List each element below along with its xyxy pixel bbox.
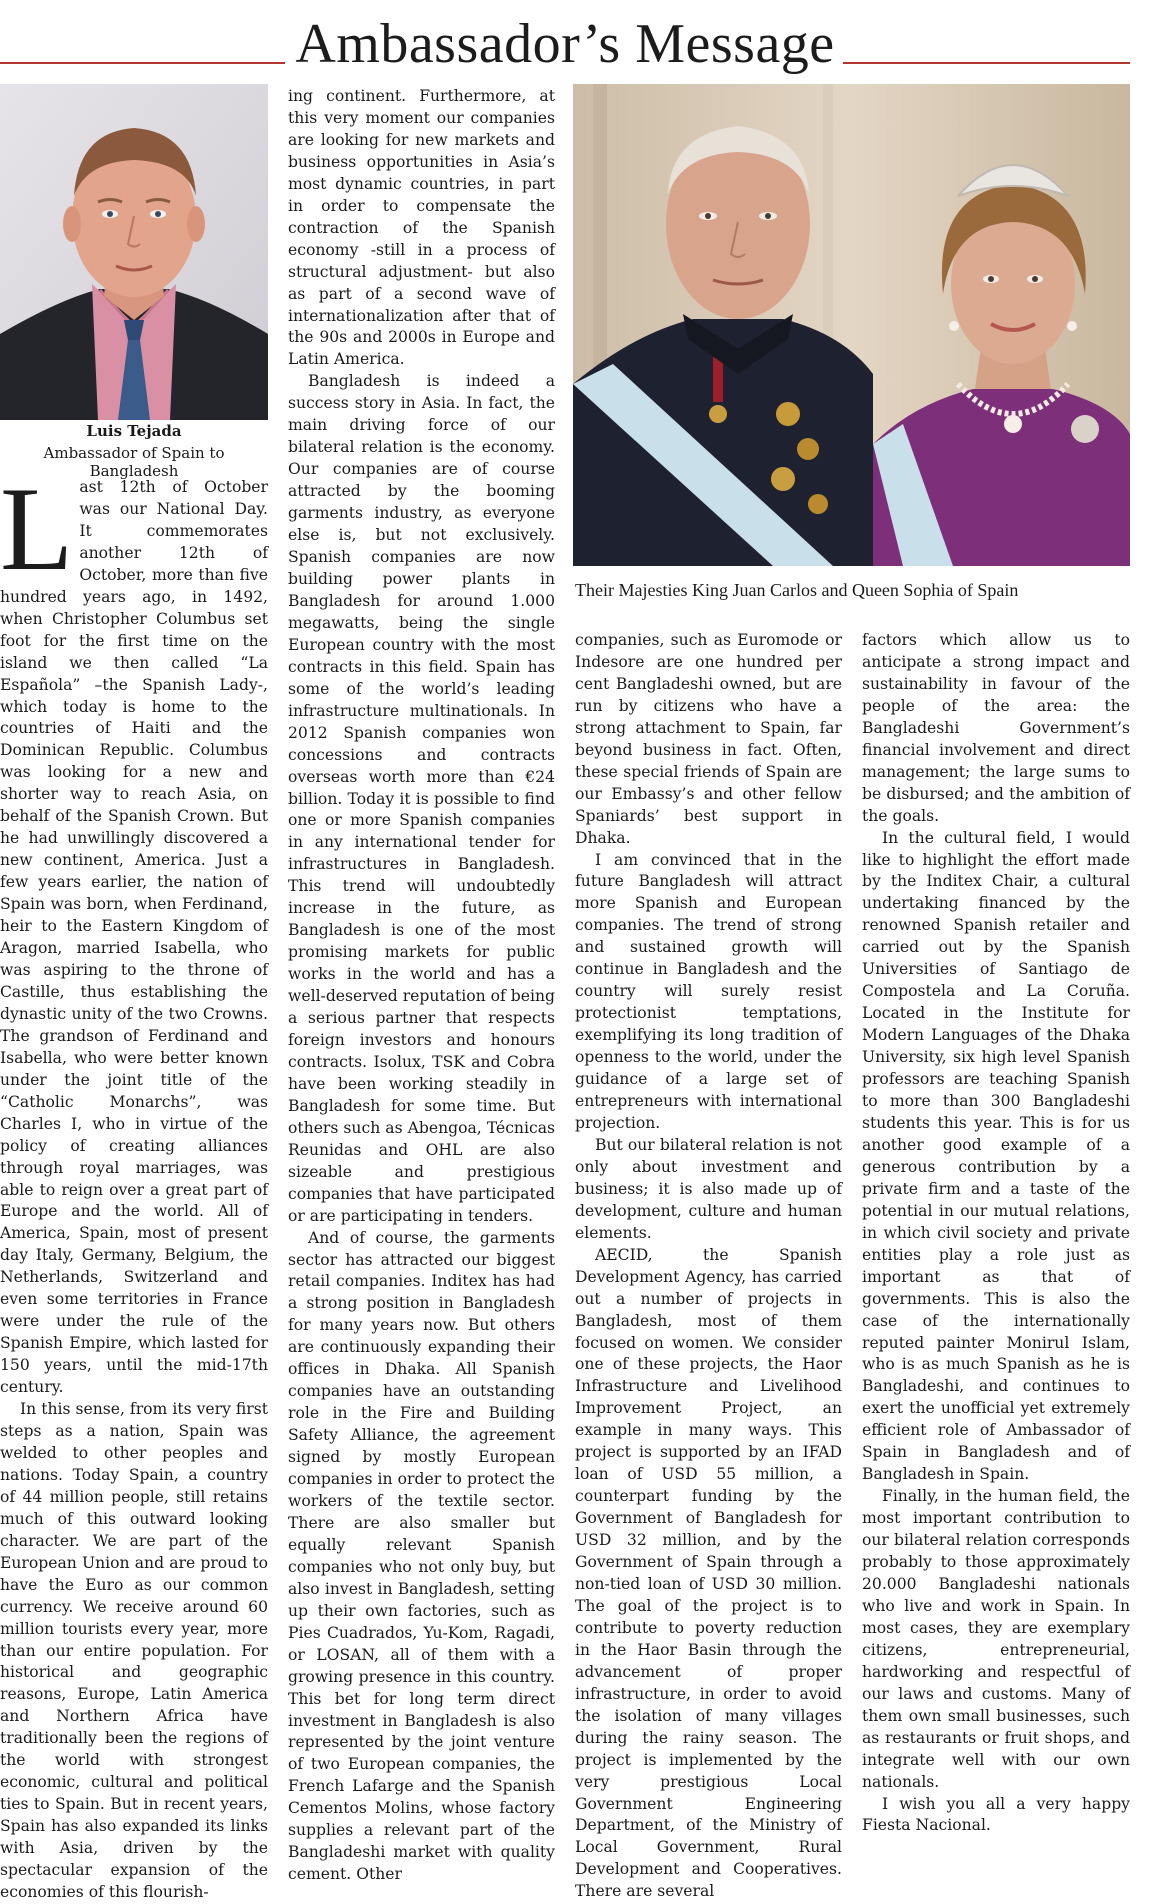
paragraph: ing continent. Furthermore, at this very moment our companies are looking for new markets and business opportunities in Asia’s most dynamic countries, in part in order to compensate the contraction of the Spanish economy -still in a process of structural adjustment- but also as part of a second wave of internationalization after that of the 90s and 2000s in Europe and Latin America.	[288, 87, 555, 369]
paragraph: companies, such as Euromode or Indesore are one hundred per cent Bangladeshi owned, but are run by citizens who have a strong attachment to Spain, far beyond business in fact. Often, these special friends of Spain are our Embassy’s and other fellow Spaniards’ best support in Dhaka.	[575, 631, 842, 847]
paragraph: But our bilateral relation is not only about investment and business; it is also made up of development, culture and human elements.	[575, 1135, 842, 1242]
paragraph: In the cultural field, I would like to highlight the effort made by the Inditex Chair, a cultural undertaking financed by the renowned Spanish retailer and carried out by the Spanish Universities of Santiago de Compostela and La Coruña. Located in the Institute for Modern Languages of the Dhaka University, six high level Spanish professors are teaching Spanish to more than 300 Bangladeshi students this year. This is for us another good example of a generous contribution by a private firm and a taste of the potential in our mutual relations, in which civil society and private entities play a role just as important as that of governments. This is also the case of the internationally reputed painter Monirul Islam, who is as much Spanish as he is Bangladeshi, and continues to exert the unofficial yet extremely efficient role of Ambassador of Spain in Bangladesh and of Bangladesh in Spain.	[862, 828, 1130, 1484]
article-column-3	[575, 630, 842, 1903]
paragraph: factors which allow us to anticipate a strong impact and sustainability in favour of the people of the area: the Bangladeshi Government’s financial involvement and direct management; the large sums to be disbursed; and the ambition of the goals.	[862, 631, 1130, 825]
paragraph: Finally, in the human field, the most important contribution to our bilateral relation corresponds probably to those approximately 20.000 Bangladeshi nationals who live and work in Spain. In most cases, they are exemplary citizens, entrepreneurial, hardworking and respectful of our laws and customs. Many of them own small businesses, such as restaurants or fruit shops, and integrate well with our own nationals.	[862, 1487, 1130, 1791]
ambassador-portrait	[0, 84, 268, 420]
header-rule-right	[843, 62, 1130, 64]
paragraph: Bangladesh is indeed a success story in Asia. In fact, the main driving force of our bilateral relation is the economy. Our companies are of course attracted by the booming garments industry, as everyone else is, but not exclusively. Spanish companies are now building power plants in Bangladesh for around 1.000 megawatts, being the single European country with the most contracts in this field. Spain has some of the world’s leading infrastructure multinationals. In 2012 Spanish companies won concessions and contracts overseas worth more than €24 billion. Today it is possible to find one or more Spanish companies in any international tender for infrastructures in Bangladesh. This trend will undoubtedly increase in the future, as Bangladesh is one of the most promising markets for public works in the world and has a well-deserved reputation of being a serious partner that respects foreign investors and honours contracts. Isolux, TSK and Cobra have been working steadily in Bangladesh for some time. But others such as Abengoa, Técnicas Reunidas and OHL are also sizeable and prestigious companies that have participated or are participating in tenders.	[288, 372, 555, 1225]
article-column-2	[288, 86, 555, 1886]
royal-couple-photo	[573, 84, 1130, 566]
drop-cap: L	[0, 462, 74, 595]
header-rule-left	[0, 62, 285, 64]
paragraph: I am convinced that in the future Bangladesh will attract more Spanish and European companies. The trend of strong and sustained growth will continue in Bangladesh and the country will surely resist protectionist temptations, exemplifying its long tradition of openness to the world, under the guidance of a large set of entrepreneurs with international projection.	[575, 850, 842, 1132]
photo-caption: Their Majesties King Juan Carlos and Queen Sophia of Spain	[575, 580, 1019, 600]
page-title: Ambassador’s Message	[295, 13, 835, 75]
paragraph: I wish you all a very happy Fiesta Nacional.	[862, 1794, 1130, 1835]
article-column-4	[862, 630, 1130, 1837]
author-role: Ambassador of Spain to Bangladesh	[43, 444, 225, 480]
paragraph: AECID, the Spanish Development Agency, has carried out a number of projects in Bangladesh, most of them focused on women. We consider one of these projects, the Haor Infrastructure and Livelihood Improvement Project, an example in many ways. This project is supported by an IFAD loan of USD 55 million, a counterpart funding by the Government of Bangladesh for USD 32 million, and by the Government of Spain through a non-tied loan of USD 30 million. The goal of the project is to contribute to poverty reduction in the Haor Basin through the advancement of proper infrastructure, in order to avoid the isolation of many villages during the rainy season. The project is implemented by the very prestigious Local Government Engineering Department, of the Ministry of Local Government, Rural Development and Cooperatives. There are several	[575, 1245, 842, 1901]
paragraph: ast 12th of October was our National Day. It commemorates another 12th of October, more than five hundred years ago, in 1492, when Christopher Columbus set foot for the first time on the island we then called “La Española” –the Spanish Lady-, which today is home to the countries of Haiti and the Dominican Republic. Columbus was looking for a new and shorter way to reach Asia, on behalf of the Spanish Crown. But he had unwillingly discovered a new continent, America. Just a few years earlier, the nation of Spain was born, when Ferdinand, heir to the Eastern Kingdom of Aragon, married Isabella, who was aspiring to the throne of Castille, thus establishing the dynastic unity of the two Crowns. The grandson of Ferdinand and Isabella, who were better known under the joint title of the “Catholic Monarchs”, was Charles I, who in virtue of the policy of creating alliances through royal marriages, was able to reign over a great part of Europe and the world. All of America, Spain, most of present day Italy, Germany, Belgium, the Netherlands, Switzerland and even some territories in France were under the rule of the Spanish Empire, which lasted for 150 years, until the mid-17th century.	[0, 478, 268, 1397]
paragraph: In this sense, from its very first steps as a nation, Spain was welded to other peoples and nations. Today Spain, a country of 44 million people, still retains much of this outward looking character. We are part of the European Union and are proud to have the Euro as our common currency. We receive around 60 million tourists every year, more than our entire population. For historical and geographic reasons, Europe, Latin America and Northern Africa have traditionally been the regions of the world with strongest economic, cultural and political ties to Spain. But in recent years, Spain has also expanded its links with Asia, driven by the spectacular expansion of the economies of this flourish-	[0, 1400, 268, 1901]
paragraph: And of course, the garments sector has attracted our biggest retail companies. Inditex has had a strong position in Bangladesh for many years now. But others are continuously expanding their offices in Dhaka. All Spanish companies have an outstanding role in the Fire and Building Safety Alliance, the agreement signed by mostly European companies in order to protect the workers of the textile sector. There are also smaller but equally relevant Spanish companies who not only buy, but also invest in Bangladesh, setting up their own factories, such as Pies Cuadrados, Yu-Kom, Ragadi, or LOSAN, all of them with a growing presence in this country. This bet for long term direct investment in Bangladesh is also represented by the joint venture of two European companies, the French Lafarge and the Spanish Cementos Molins, whose factory supplies a relevant part of the Bangladeshi market with quality cement. Other	[288, 1228, 555, 1884]
author-name: Luis Tejada	[86, 422, 182, 440]
